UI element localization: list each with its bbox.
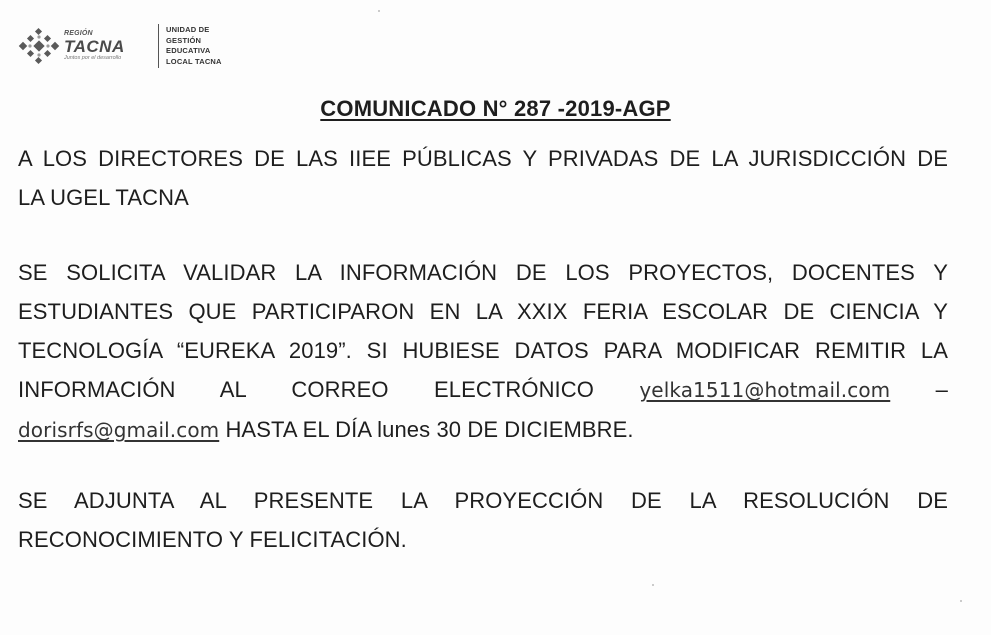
- paragraph-line: SE SOLICITA VALIDAR LA INFORMACIÓN DE LOS PROYECTOS, DOCENTES Y: [18, 260, 948, 285]
- email-link-gmail[interactable]: dorisrfs@gmail.com: [18, 418, 220, 442]
- paragraph-line: RECONOCIMIENTO Y FELICITACIÓN.: [18, 527, 407, 552]
- paragraph-line: LA UGEL TACNA: [18, 185, 189, 210]
- header-logo: [18, 22, 238, 68]
- scan-artifact: [960, 600, 962, 602]
- paragraph-line: TECNOLOGÍA “EUREKA 2019”. SI HUBIESE DATOS PARA MODIFICAR REMITIR LA: [18, 338, 948, 363]
- scan-artifact: [378, 10, 380, 12]
- region-tacna-logo-icon: [18, 26, 62, 66]
- deadline-text: HASTA EL DÍA lunes 30 DE DICIEMBRE.: [219, 417, 634, 442]
- paragraph-line: ESTUDIANTES QUE PARTICIPARON EN LA XXIX FERIA ESCOLAR DE CIENCIA Y: [18, 299, 948, 324]
- email-link-hotmail[interactable]: yelka1511@hotmail.com: [639, 378, 891, 402]
- email-intro-text: INFORMACIÓN AL CORREO ELECTRÓNICO: [18, 377, 594, 402]
- ugel-line: LOCAL TACNA: [166, 56, 222, 66]
- region-label: REGIÓN: [64, 30, 93, 37]
- logo-divider: [158, 24, 159, 68]
- ugel-name: [166, 25, 222, 67]
- paragraph-line: SE ADJUNTA AL PRESENTE LA PROYECCIÓN DE LA RESOLUCIÓN DE: [18, 488, 948, 513]
- document-title: COMUNICADO N° 287 -2019-AGP: [320, 96, 671, 121]
- logo-slogan: Juntos por el desarrollo: [64, 55, 122, 61]
- region-name: TACNA: [64, 37, 125, 56]
- attachment-paragraph: [18, 481, 948, 559]
- request-paragraph: [18, 253, 948, 450]
- email-separator: –: [935, 377, 948, 402]
- logo-wordmark: [64, 30, 154, 62]
- paragraph-line-deadline: [18, 410, 948, 450]
- paragraph-line: A LOS DIRECTORES DE LAS IIEE PÚBLICAS Y PRIVADAS DE LA JURISDICCIÓN DE: [18, 146, 948, 171]
- scan-artifact: [652, 584, 654, 586]
- ugel-line: GESTIÓN: [166, 35, 202, 45]
- addressee-paragraph: [18, 139, 948, 217]
- ugel-line: EDUCATIVA: [166, 46, 211, 55]
- paragraph-line-email: [18, 370, 948, 410]
- ugel-line: UNIDAD DE: [166, 25, 210, 34]
